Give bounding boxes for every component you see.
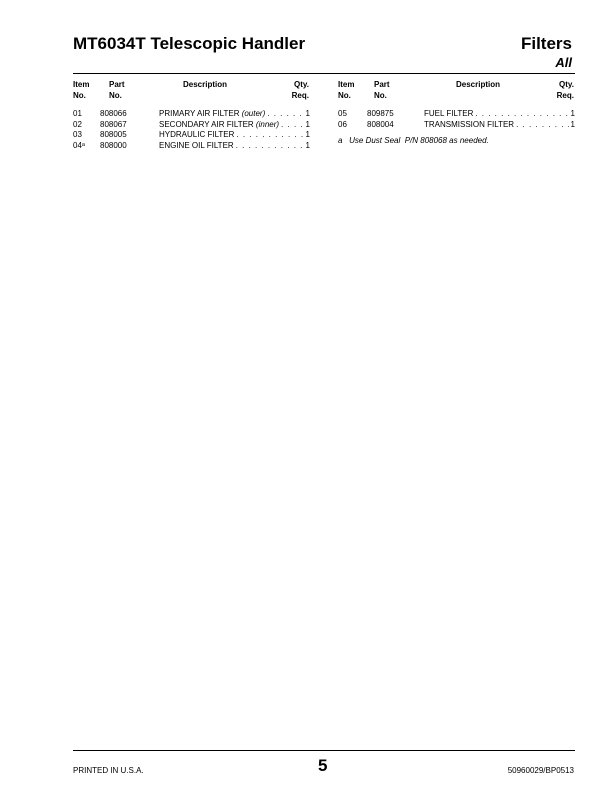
table-row — [73, 120, 310, 131]
header-part-right: Part No. — [374, 80, 390, 100]
part-number: 808004 — [367, 119, 394, 129]
page-title: MT6034T Telescopic Handler — [73, 34, 306, 53]
part-number: 808005 — [100, 130, 127, 139]
footnote: a Use Dust Seal P/N 808068 as needed. — [338, 136, 489, 145]
description-line: PRIMARY AIR FILTER (outer) . . . 1 — [159, 109, 310, 120]
part-number: 808066 — [100, 109, 127, 118]
quantity: 1 — [570, 109, 575, 118]
header-item-right: Item No. — [338, 80, 355, 100]
bottom-divider — [73, 750, 575, 751]
model-scope: All — [555, 55, 572, 70]
quantity: 1 — [570, 119, 575, 129]
footnote-marker: a — [81, 141, 85, 148]
table-row — [338, 120, 575, 131]
part-number: 808067 — [100, 119, 127, 129]
section-title: Filters — [520, 34, 572, 53]
description-line: HYDRAULIC FILTER . . . 1 — [159, 130, 310, 141]
header-part: Part No. — [109, 80, 125, 100]
quantity: 1 — [305, 140, 310, 150]
item-number: 04$^a$ — [73, 140, 85, 150]
description-line: SECONDARY AIR FILTER (inner) . . . 1 — [159, 120, 310, 131]
description-line: ENGINE OIL FILTER . . . 1 — [159, 141, 310, 152]
printed-notice: PRINTED IN U.S.A. — [73, 766, 144, 775]
item-number: 06 — [338, 119, 347, 129]
parts-list-right — [338, 109, 575, 147]
top-divider — [73, 73, 575, 74]
part-number: 808000 — [100, 140, 127, 150]
header-description-right: Description — [456, 80, 501, 89]
quantity: 1 — [305, 109, 310, 118]
description-line: TRANSMISSION FILTER . . . 1 — [424, 120, 575, 131]
quantity: 1 — [305, 119, 310, 129]
table-row — [338, 109, 575, 120]
item-number: 05 — [338, 109, 347, 118]
table-row — [73, 130, 310, 141]
document-number: 50960029/BP0513 — [507, 766, 574, 775]
header-qty: Qty. Req. — [291, 80, 309, 100]
item-number: 01 — [73, 109, 82, 118]
header-qty-right: Qty. Req. — [556, 80, 574, 100]
table-row — [73, 141, 310, 152]
table-row — [73, 109, 310, 120]
description-line: FUEL FILTER . . . 1 — [424, 109, 575, 120]
item-number: 03 — [73, 130, 82, 139]
quantity: 1 — [305, 130, 310, 139]
page-number: 5 — [318, 756, 328, 775]
header-item: Item No. — [73, 80, 90, 100]
part-number: 809875 — [367, 109, 394, 118]
header-description: Description — [183, 80, 228, 89]
item-number: 02 — [73, 119, 82, 129]
parts-list-left — [73, 109, 310, 151]
